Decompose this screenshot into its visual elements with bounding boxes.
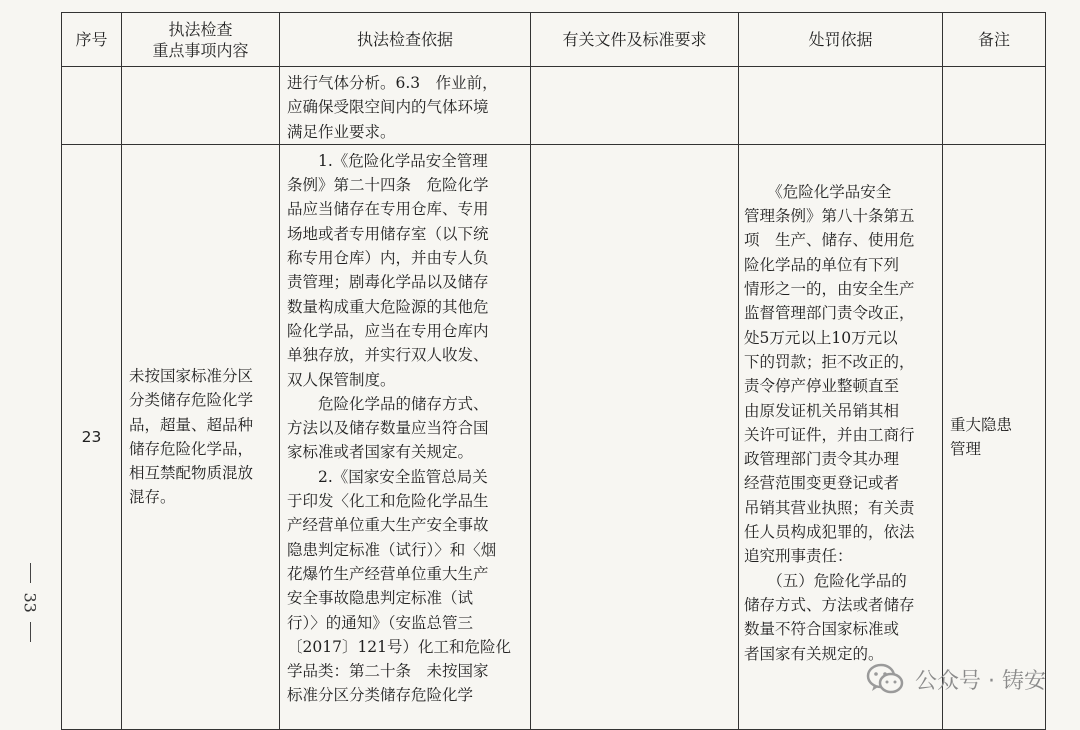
header-item: 执法检查 重点事项内容 — [122, 13, 280, 67]
page-number — [20, 563, 40, 642]
wechat-icon — [865, 659, 905, 699]
cell-item: 未按国家标准分区 分类储存危险化学 品，超量、超品种 储存危险化学品， 相互禁配物质混放 混存。 — [122, 144, 280, 729]
header-standard: 有关文件及标准要求 — [531, 13, 739, 67]
cell-item — [122, 67, 280, 145]
cell-standard — [531, 144, 739, 729]
header-remark: 备注 — [943, 13, 1046, 67]
cell-penalty: 《危险化学品安全 管理条例》第八十条第五 项 生产、储存、使用危 险化学品的单位有下列 情形之一的，由安全生产 监督管理部门责令改正， 处5万元以上10万元以 下的罚款；拒不改正的， 责令停产停业整顿直至 由原发证机关吊销其相 关许可证件，并由工商行 政管理部门责令其办理 经营范围变更登记或者 吊销其营业执照；有关责 任人员构成犯罪的，依法 追究刑事责任： （五）危险化学品的 储存方式、方法或者储存 数量不符合国家标准或 者国家有关规定的。 — [739, 144, 943, 729]
cell-standard — [531, 67, 739, 145]
page-number-dash-top — [30, 563, 31, 583]
watermark — [865, 659, 1046, 699]
cell-remark: 重大隐患 管理 — [943, 144, 1046, 729]
table-row-continued — [62, 67, 1046, 145]
header-penalty: 处罚依据 — [739, 13, 943, 67]
table-row-23 — [62, 144, 1046, 729]
page-number-dash-bottom — [30, 622, 31, 642]
cell-no — [62, 67, 122, 145]
cell-no: 23 — [62, 144, 122, 729]
page-number-text: 33 — [20, 592, 40, 613]
header-no: 序号 — [62, 13, 122, 67]
cell-remark — [943, 67, 1046, 145]
table-header-row — [62, 13, 1046, 67]
header-basis: 执法检查依据 — [280, 13, 531, 67]
cell-penalty — [739, 67, 943, 145]
watermark-text: 公众号 · 铸安 — [915, 668, 1046, 694]
cell-basis: 进行气体分析。6.3 作业前， 应确保受限空间内的气体环境 满足作业要求。 — [280, 67, 531, 145]
enforcement-table — [61, 12, 1046, 730]
cell-basis: 1.《危险化学品安全管理 条例》第二十四条 危险化学 品应当储存在专用仓库、专用 场地或者专用储存室（以下统 称专用仓库）内，并由专人负 责管理；剧毒化学品以及储存 数量构成重大危险源的其他危 险化学品，应当在专用仓库内 单独存放，并实行双人收发、 双人保管制度。 危险化学品的储存方式、 方法以及储存数量应当符合国 家标准或者国家有关规定。 2.《国家安全监管总局关 于印发〈化工和危险化学品生 产经营单位重大生产安全事故 隐患判定标准（试行）〉和〈烟 花爆竹生产经营单位重大生产 安全事故隐患判定标准（试 行）〉的通知》（安监总管三 〔2017〕121号）化工和危险化 学品类：第二十条 未按国家 标准分区分类储存危险化学 — [280, 144, 531, 729]
